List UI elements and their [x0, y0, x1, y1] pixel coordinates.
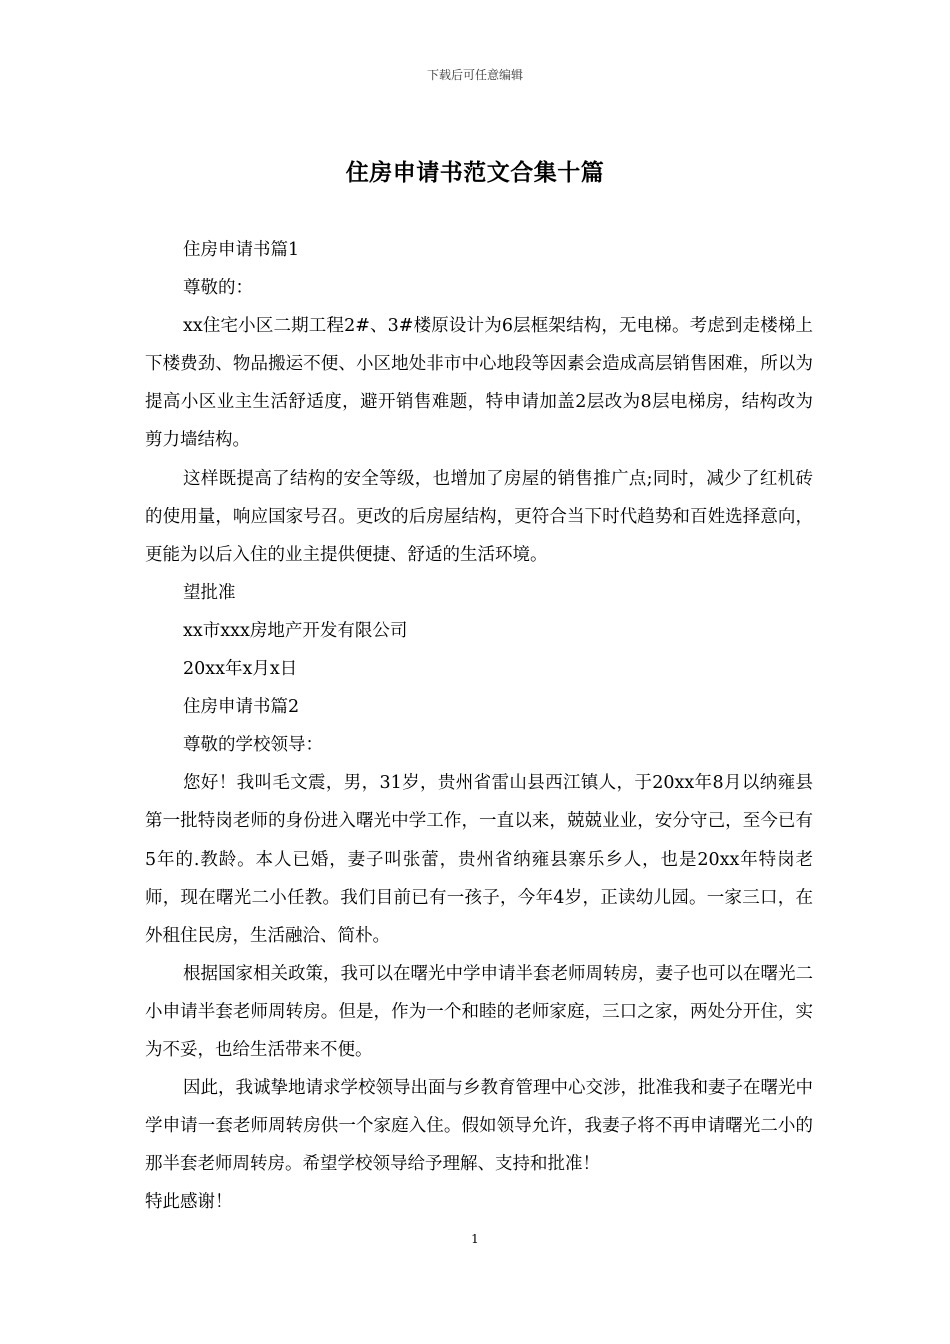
- document-body: [145, 231, 813, 1221]
- page-number: 1: [471, 1232, 479, 1246]
- body-paragraph: 您好！我叫毛文震，男，31岁，贵州省雷山县西江镇人，于20xx年8月以纳雍县第一批特岗老师的身份进入曙光中学工作，一直以来，兢兢业业，安分守己，至今已有5年的.教龄。本人已婚，妻子叫张蕾，贵州省纳雍县寨乐乡人，也是20xx年特岗老师，现在曙光二小任教。我们目前已有一孩子，今年4岁，正读幼儿园。一家三口，在外租住民房，生活融洽、简朴。: [145, 773, 813, 946]
- download-note: 下载后可任意编辑: [426, 68, 523, 82]
- body-paragraph: 因此，我诚挚地请求学校领导出面与乡教育管理中心交涉，批准我和妻子在曙光中学申请一套老师周转房供一个家庭入住。假如领导允许，我妻子将不再申请曙光二小的那半套老师周转房。希望学校领导给予理解、支持和批准！: [145, 1078, 813, 1175]
- section-heading-1: 住房申请书篇1: [183, 240, 300, 260]
- closing-thanks: 特此感谢！: [145, 1192, 233, 1213]
- salutation-2: 尊敬的学校领导：: [183, 735, 323, 756]
- salutation-1: 尊敬的：: [183, 278, 253, 299]
- signature-company: xx市xxx房地产开发有限公司: [183, 620, 408, 641]
- signature-date: 20xx年x月x日: [183, 659, 298, 680]
- document-title: 住房申请书范文合集十篇: [345, 159, 605, 186]
- body-paragraph: 根据国家相关政策，我可以在曙光中学申请半套老师周转房，妻子也可以在曙光二小申请半套老师周转房。但是，作为一个和睦的老师家庭，三口之家，两处分开住，实为不妥，也给生活带来不便。: [145, 963, 813, 1060]
- body-paragraph: 这样既提高了结构的安全等级，也增加了房屋的销售推广点;同时，减少了红机砖的使用量，响应国家号召。更改的后房屋结构，更符合当下时代趋势和百姓选择意向，更能为以后入住的业主提供便捷、舒适的生活环境。: [145, 468, 813, 565]
- section-heading-2: 住房申请书篇2: [183, 697, 300, 718]
- closing-request: 望批准: [183, 582, 236, 603]
- body-paragraph: xx住宅小区二期工程2#、3#楼原设计为6层框架结构，无电梯。考虑到走楼梯上下楼费劲、物品搬运不便、小区地处非市中心地段等因素会造成高层销售困难，所以为提高小区业主生活舒适度，避开销售难题，特申请加盖2层改为8层电梯房，结构改为剪力墙结构。: [145, 316, 813, 451]
